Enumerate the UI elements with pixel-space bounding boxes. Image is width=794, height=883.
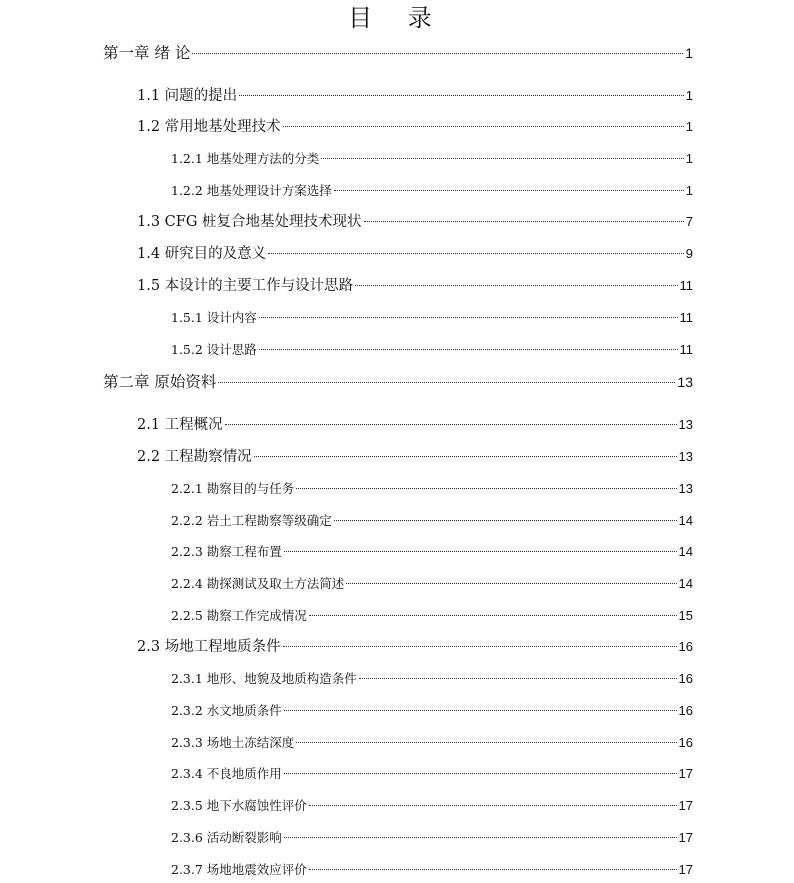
toc-entry-label: 1.2.1 地基处理方法的分类	[171, 151, 320, 166]
toc-entry-label: 第二章 原始资料	[103, 373, 217, 391]
toc-leader	[284, 710, 677, 711]
toc-entry-page: 13	[677, 374, 693, 390]
toc-leader	[283, 646, 677, 647]
toc-entry[interactable]	[137, 637, 693, 657]
toc-leader	[239, 95, 684, 96]
toc-entry-label: 2.3.1 地形、地貌及地质构造条件	[171, 671, 357, 686]
toc-leader	[346, 583, 676, 584]
toc-entry[interactable]	[171, 511, 693, 531]
toc-entry[interactable]	[137, 86, 693, 106]
toc-leader	[334, 190, 684, 191]
toc-entry-page: 14	[678, 513, 693, 528]
toc-entry[interactable]	[171, 828, 693, 848]
toc-entry-label: 1.4 研究目的及意义	[137, 246, 267, 262]
toc-entry-page: 16	[678, 671, 693, 686]
toc-entry-label: 1.2 常用地基处理技术	[137, 119, 281, 135]
toc-entry[interactable]	[171, 149, 693, 169]
toc-entry-label: 1.5.1 设计内容	[171, 310, 257, 325]
toc-entry-page: 16	[678, 639, 693, 654]
toc-entry-page: 13	[678, 481, 693, 496]
toc-entry-label: 2.3.5 地下水腐蚀性评价	[171, 798, 307, 813]
toc-entry-label: 1.5.2 设计思路	[171, 342, 257, 357]
toc-leader	[284, 837, 677, 838]
toc-entry[interactable]	[171, 479, 693, 499]
toc-entry-page: 14	[678, 544, 693, 559]
toc-entry[interactable]	[137, 117, 693, 137]
toc-entry-page: 14	[678, 576, 693, 591]
page-title: 目 录	[348, 4, 446, 32]
toc-entry-label: 2.2.5 勘察工作完成情况	[171, 608, 307, 623]
toc-leader	[296, 488, 676, 489]
toc-entry-label: 第一章 绪 论	[103, 44, 191, 62]
toc-entry-page: 1	[685, 151, 693, 166]
toc-entry-label: 2.2.3 勘察工程布置	[171, 544, 282, 559]
toc-entry[interactable]	[137, 447, 693, 467]
toc-entry-page: 9	[685, 246, 693, 261]
toc-leader	[334, 520, 677, 521]
toc-leader	[309, 615, 677, 616]
toc-entry-label: 2.3.7 场地地震效应评价	[171, 862, 307, 877]
toc-leader	[254, 456, 677, 457]
toc-entry-page: 17	[678, 862, 693, 877]
toc-leader	[321, 158, 683, 159]
toc-entry[interactable]	[171, 764, 693, 784]
toc-entry-page: 1	[685, 88, 693, 103]
toc-entry-label: 2.2 工程勘察情况	[137, 449, 252, 465]
toc-leader	[309, 869, 677, 870]
toc-entry-label: 2.3.6 活动断裂影响	[171, 830, 282, 845]
toc-entry-label: 2.1 工程概况	[137, 417, 223, 433]
toc-leader	[268, 253, 684, 254]
toc-entry-label: 1.5 本设计的主要工作与设计思路	[137, 278, 354, 294]
toc-leader	[359, 678, 677, 679]
toc-leader	[284, 551, 677, 552]
toc-leader	[283, 126, 684, 127]
toc-entry[interactable]	[171, 701, 693, 721]
toc-entry[interactable]	[137, 415, 693, 435]
toc-entry[interactable]	[171, 181, 693, 201]
toc-leader	[225, 424, 677, 425]
toc-entry[interactable]	[103, 43, 693, 63]
toc-entry[interactable]	[103, 372, 693, 392]
toc-entry-page: 11	[679, 342, 693, 357]
toc-entry-page: 17	[678, 798, 693, 813]
toc-entry[interactable]	[171, 669, 693, 689]
toc-entry-page: 1	[685, 183, 693, 198]
toc-entry-label: 2.2.4 勘探测试及取土方法简述	[171, 576, 345, 591]
toc-entry-page: 1	[685, 119, 693, 134]
toc-entry-page: 16	[678, 735, 693, 750]
toc-leader	[284, 773, 677, 774]
toc-entry-page: 15	[678, 608, 693, 623]
toc-entry-label: 1.3 CFG 桩复合地基处理技术现状	[137, 214, 362, 230]
toc-entry-page: 7	[685, 214, 693, 229]
toc-entry-label: 2.3.2 水文地质条件	[171, 703, 282, 718]
toc-entry[interactable]	[171, 606, 693, 626]
toc-entry-label: 1.2.2 地基处理设计方案选择	[171, 183, 332, 198]
toc-entry[interactable]	[171, 860, 693, 880]
toc-leader	[355, 285, 677, 286]
toc-entry-label: 2.3 场地工程地质条件	[137, 639, 281, 655]
toc-entry-page: 16	[678, 703, 693, 718]
toc-entry[interactable]	[137, 244, 693, 264]
toc-entry-page: 13	[678, 417, 693, 432]
toc-entry-page: 17	[678, 766, 693, 781]
toc-entry-label: 2.2.1 勘察目的与任务	[171, 481, 295, 496]
toc-entry[interactable]	[171, 733, 693, 753]
toc-entry[interactable]	[171, 542, 693, 562]
toc-entry[interactable]	[171, 796, 693, 816]
toc-entry-page: 11	[679, 278, 693, 293]
toc-leader	[309, 805, 677, 806]
toc-entry-page: 11	[679, 310, 693, 325]
toc-entry[interactable]	[171, 340, 693, 360]
toc-entry-label: 2.3.3 场地土冻结深度	[171, 735, 295, 750]
toc-leader	[296, 742, 676, 743]
toc-entry-label: 1.1 问题的提出	[137, 88, 238, 104]
toc-entry-page: 17	[678, 830, 693, 845]
toc-entry-page: 1	[685, 45, 693, 61]
toc-entry-page: 13	[678, 449, 693, 464]
toc-leader	[218, 382, 675, 383]
toc-leader	[364, 221, 684, 222]
toc-leader	[259, 317, 678, 318]
toc-leader	[192, 53, 683, 54]
toc-entry[interactable]	[137, 276, 693, 296]
toc-leader	[259, 349, 678, 350]
toc-entry[interactable]	[171, 308, 693, 328]
toc-entry[interactable]	[171, 574, 693, 594]
toc-entry-label: 2.3.4 不良地质作用	[171, 766, 282, 781]
toc-entry-label: 2.2.2 岩土工程勘察等级确定	[171, 513, 332, 528]
toc-entry[interactable]	[137, 212, 693, 232]
